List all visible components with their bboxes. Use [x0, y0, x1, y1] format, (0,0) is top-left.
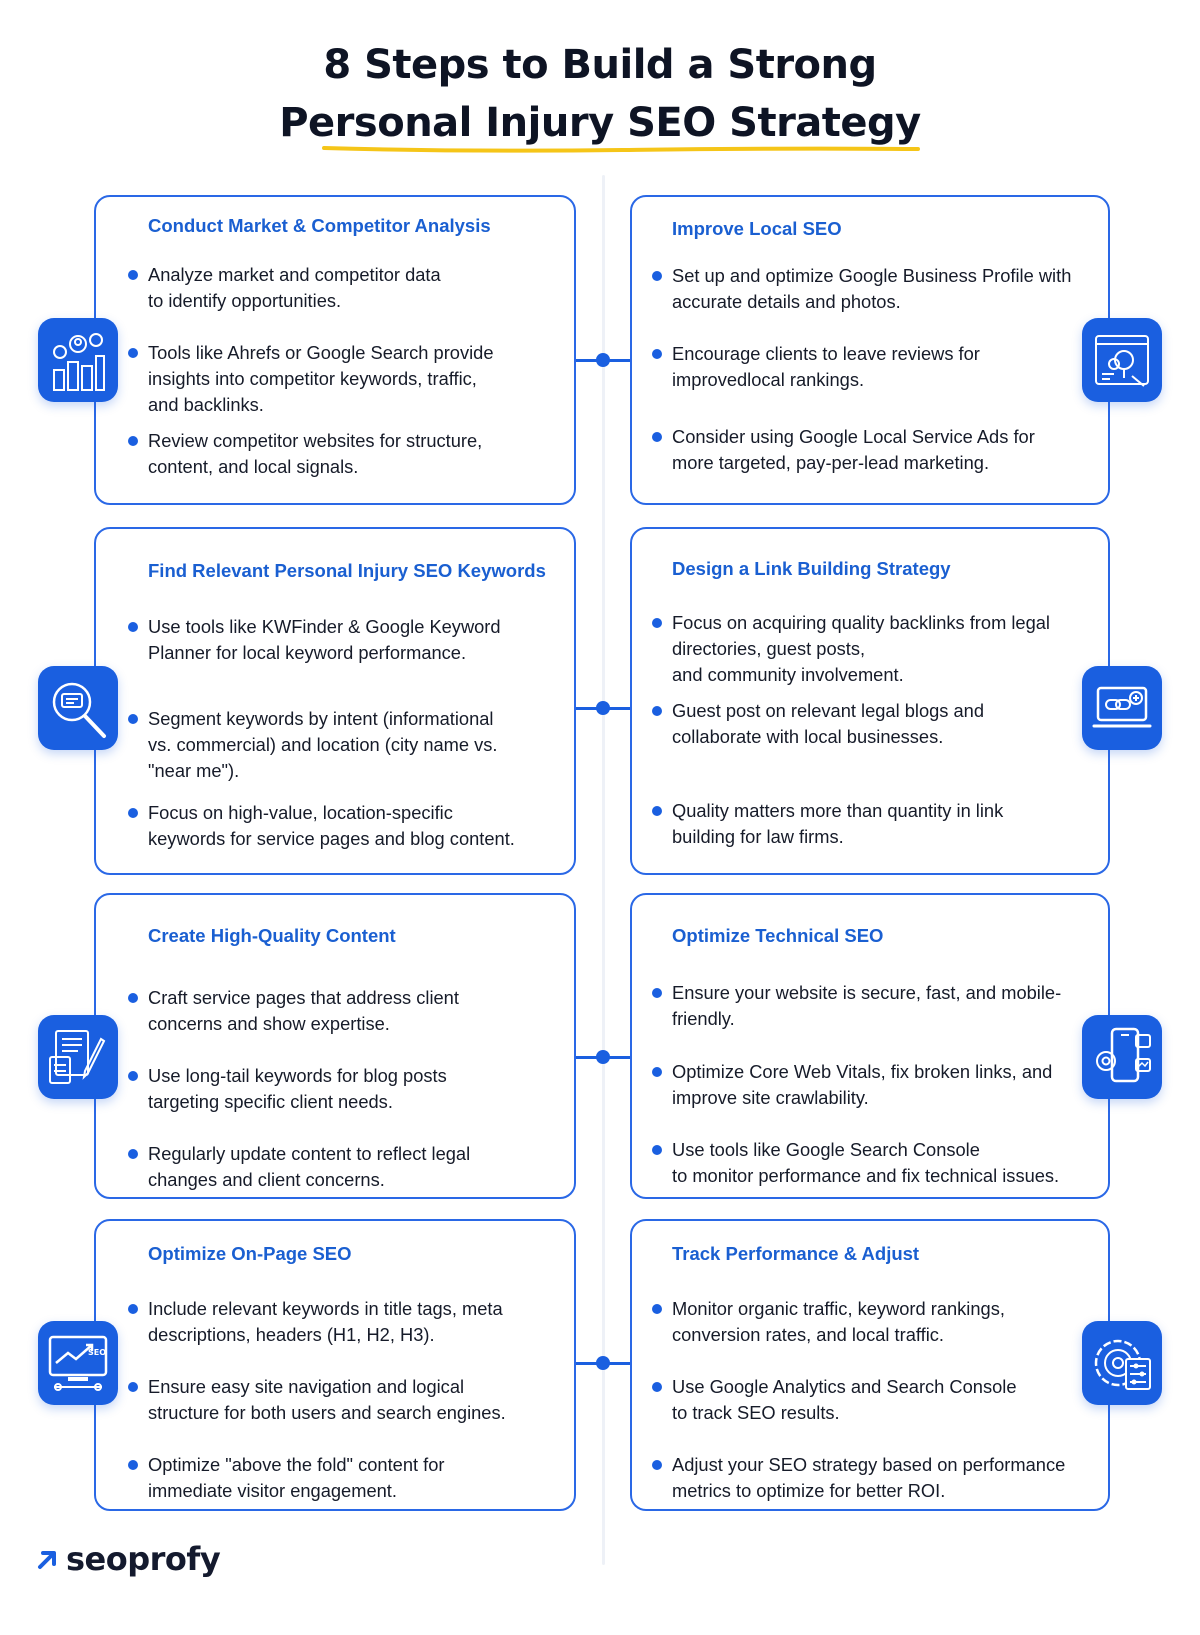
bullet-dot: [652, 349, 662, 359]
step-bullet: [672, 1452, 1065, 1504]
bullet-line: Use long-tail keywords for blog posts: [148, 1065, 447, 1086]
step-bullet: [148, 985, 459, 1037]
bullet-line: Encourage clients to leave reviews for: [672, 343, 980, 364]
step-title: Track Performance & Adjust: [672, 1243, 920, 1264]
step-bullet: [148, 1141, 470, 1193]
bullet-line: conversion rates, and local traffic.: [672, 1324, 944, 1345]
bullet-line: insights into competitor keywords, traffic,: [148, 368, 477, 389]
timeline-connector: [603, 1362, 630, 1365]
step-bullet: [148, 706, 498, 784]
bullet-line: Use tools like KWFinder & Google Keyword: [148, 616, 501, 637]
timeline-connector: [603, 707, 630, 710]
bullet-dot: [652, 988, 662, 998]
bullet-line: Adjust your SEO strategy based on performance: [672, 1454, 1066, 1475]
bullet-line: to monitor performance and fix technical issues.: [672, 1165, 1060, 1186]
bullet-line: improve site crawlability.: [672, 1087, 869, 1108]
bullet-line: vs. commercial) and location (city name vs.: [148, 734, 498, 755]
bullet-dot: [128, 1460, 138, 1470]
bullet-line: Planner for local keyword performance.: [148, 642, 467, 663]
bullet-dot: [128, 348, 138, 358]
local-seo-map-icon: [1082, 318, 1162, 402]
bullet-line: Monitor organic traffic, keyword rankings,: [672, 1298, 1005, 1319]
arrow-up-right-icon: [36, 1548, 58, 1570]
bullet-line: directories, guest posts,: [672, 638, 866, 659]
bullet-line: immediate visitor engagement.: [148, 1480, 397, 1501]
bullet-line: keywords for service pages and blog content.: [148, 828, 515, 849]
step-bullet: [148, 428, 482, 480]
bullet-line: Analyze market and competitor data: [148, 264, 441, 285]
bullet-line: Segment keywords by intent (informational: [148, 708, 494, 729]
bullet-dot: [128, 1071, 138, 1081]
bullet-dot: [652, 706, 662, 716]
bullet-dot: [652, 271, 662, 281]
bullet-line: Include relevant keywords in title tags, meta: [148, 1298, 503, 1319]
bullet-line: Focus on acquiring quality backlinks from legal: [672, 612, 1050, 633]
performance-gear-icon: [1082, 1321, 1162, 1405]
step-bullet: [672, 980, 1061, 1032]
on-page-seo-monitor-icon: [38, 1321, 118, 1405]
bullet-line: Focus on high-value, location-specific: [148, 802, 453, 823]
bullet-dot: [128, 993, 138, 1003]
bullet-line: Tools like Ahrefs or Google Search provide: [148, 342, 494, 363]
title-line-1: 8 Steps to Build a Strong: [323, 42, 877, 88]
bullet-dot: [128, 270, 138, 280]
step-title: Create High-Quality Content: [148, 925, 396, 946]
step-title: Optimize On-Page SEO: [148, 1243, 352, 1264]
bullet-line: and backlinks.: [148, 394, 264, 415]
step-title: Improve Local SEO: [672, 218, 842, 239]
bullet-dot: [652, 1460, 662, 1470]
bullet-line: changes and client concerns.: [148, 1169, 385, 1190]
bullet-line: descriptions, headers (H1, H2, H3).: [148, 1324, 435, 1345]
step-bullet: [672, 341, 980, 393]
bullet-dot: [652, 1067, 662, 1077]
bullet-line: to identify opportunities.: [148, 290, 342, 311]
bullet-line: metrics to optimize for better ROI.: [672, 1480, 946, 1501]
bullet-dot: [128, 1304, 138, 1314]
bullet-dot: [652, 618, 662, 628]
step-bullet: [148, 1296, 503, 1348]
timeline-connector: [603, 1056, 630, 1059]
bullet-line: Set up and optimize Google Business Profile with: [672, 265, 1072, 286]
step-bullet: [672, 1137, 1059, 1189]
bullet-line: improvedlocal rankings.: [672, 369, 865, 390]
bullet-line: Quality matters more than quantity in link: [672, 800, 1004, 821]
step-bullet: [672, 1296, 1005, 1348]
bullet-line: to track SEO results.: [672, 1402, 840, 1423]
step-bullet: [148, 1452, 445, 1504]
step-bullet: [672, 263, 1071, 315]
seo-icon-label: SEO: [88, 1348, 107, 1357]
step-bullet: [672, 424, 1035, 476]
step-bullet: [148, 340, 494, 418]
bullet-line: Use Google Analytics and Search Console: [672, 1376, 1017, 1397]
bullet-line: collaborate with local businesses.: [672, 726, 944, 747]
step-bullet: [672, 610, 1050, 688]
brand-name: seoprofy: [66, 1540, 221, 1578]
bullet-line: Consider using Google Local Service Ads for: [672, 426, 1035, 447]
bullet-dot: [652, 806, 662, 816]
bullet-line: concerns and show expertise.: [148, 1013, 390, 1034]
bullet-line: Ensure your website is secure, fast, and mobile-: [672, 982, 1062, 1003]
step-bullet: [148, 1063, 447, 1115]
bullet-line: building for law firms.: [672, 826, 844, 847]
bullet-line: Regularly update content to reflect legal: [148, 1143, 471, 1164]
bullet-line: Craft service pages that address client: [148, 987, 459, 1008]
bullet-dot: [128, 622, 138, 632]
step-bullet: [148, 1374, 506, 1426]
link-building-laptop-icon: [1082, 666, 1162, 750]
bullet-line: more targeted, pay-per-lead marketing.: [672, 452, 990, 473]
content-writing-icon: [38, 1015, 118, 1099]
step-title: Conduct Market & Competitor Analysis: [148, 215, 491, 236]
step-bullet: [148, 614, 501, 666]
step-bullet: [148, 800, 515, 852]
bullet-line: and community involvement.: [672, 664, 904, 685]
bullet-dot: [128, 714, 138, 724]
bullet-line: "near me").: [148, 760, 240, 781]
step-bullet: [672, 698, 984, 750]
bullet-line: friendly.: [672, 1008, 735, 1029]
step-bullet: [148, 262, 441, 314]
bullet-dot: [128, 1382, 138, 1392]
bullet-line: accurate details and photos.: [672, 291, 901, 312]
bullet-line: Use tools like Google Search Console: [672, 1139, 980, 1160]
bullet-line: Optimize "above the fold" content for: [148, 1454, 445, 1475]
bullet-dot: [128, 808, 138, 818]
brand-logo: [36, 1535, 220, 1583]
timeline-connector: [603, 359, 630, 362]
bullet-dot: [652, 432, 662, 442]
bullet-dot: [652, 1382, 662, 1392]
bullet-line: structure for both users and search engines.: [148, 1402, 506, 1423]
step-title: Optimize Technical SEO: [672, 925, 884, 946]
bullet-line: Guest post on relevant legal blogs and: [672, 700, 985, 721]
market-analysis-icon: [38, 318, 118, 402]
bullet-line: Optimize Core Web Vitals, fix broken links, and: [672, 1061, 1053, 1082]
bullet-line: Ensure easy site navigation and logical: [148, 1376, 465, 1397]
keyword-search-icon: [38, 666, 118, 750]
step-bullet: [672, 798, 1003, 850]
bullet-line: Review competitor websites for structure,: [148, 430, 483, 451]
bullet-line: content, and local signals.: [148, 456, 359, 477]
page-title: [0, 36, 1200, 152]
step-bullet: [672, 1374, 1017, 1426]
bullet-dot: [128, 436, 138, 446]
bullet-dot: [128, 1149, 138, 1159]
step-title: Design a Link Building Strategy: [672, 558, 951, 579]
technical-seo-mobile-icon: [1082, 1015, 1162, 1099]
step-title: Find Relevant Personal Injury SEO Keywords: [148, 560, 546, 581]
bullet-dot: [652, 1304, 662, 1314]
bullet-dot: [652, 1145, 662, 1155]
bullet-line: targeting specific client needs.: [148, 1091, 393, 1112]
title-line-2: Personal Injury SEO Strategy: [279, 100, 921, 146]
title-underline: [322, 143, 920, 155]
step-bullet: [672, 1059, 1052, 1111]
